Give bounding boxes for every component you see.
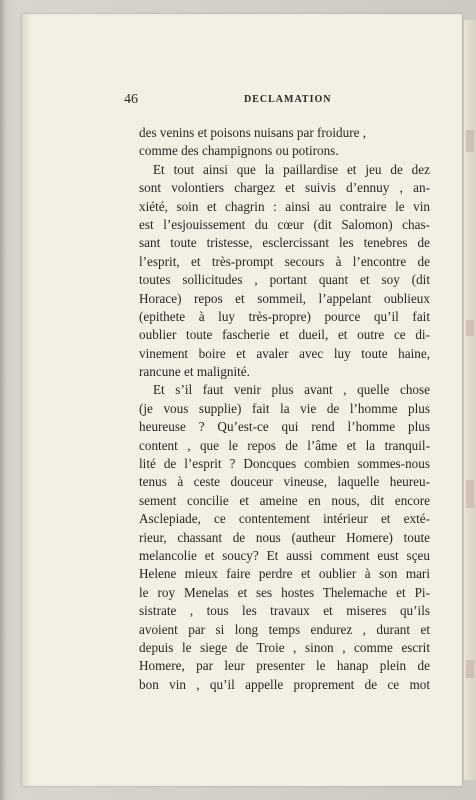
text-line: sement concilie et ameine en nous, dit encore [139,492,430,508]
text-line: Et tout ainsi que la paillardise et jeu de dez [153,161,430,177]
text-line: est l’esjouissement du cœur (dit Salomon) chas- [139,216,430,232]
text-line: Helene mieux faire perdre et oublier à son mari [139,566,430,582]
page-stain [466,130,474,152]
text-line: heureuse ? Qu’est-ce qui rend l’homme plus [139,419,430,435]
text-line: lité de l’esprit ? Doncques combien sommes-nous [139,456,430,472]
body-text [139,124,430,694]
text-line: Horace) repos et sommeil, l’appelant oublieux [139,290,430,306]
page-stain [466,480,474,508]
text-line: rancune et malignité. [139,364,250,380]
text-line: comme des champignons ou potirons. [139,143,339,159]
page-header [124,92,442,112]
text-line: oublier toute fascherie et dueil, et outre ce di- [139,327,430,343]
text-line: sont volontiers chargez et suivis d’ennuy , an- [139,180,430,196]
text-line: le roy Menelas et ses hostes Thelemache et Pi- [139,584,430,600]
text-line: content , que le repos de l’âme et la tranquil- [139,437,430,453]
page-stain [466,660,474,678]
text-line: l’esprit, et très-prompt secours à l’encontre de [139,253,430,269]
page-stain [466,320,474,336]
text-line: sistrate , tous les travaux et miseres qu’ils [139,603,430,619]
text-line: rieur, chassant de nous (autheur Homere) toute [139,529,430,545]
text-line: sant toute tristesse, esclercissant les tenebres de [139,235,430,251]
text-line: Homere, par leur presenter le hanap plein de [139,658,430,674]
text-line: melancolie et soucy? Et aussi comment eust sçeu [139,547,430,563]
text-line: bon vin , qu’il appelle proprement de ce mot [139,676,430,692]
text-line: tenus à ceste douceur vineuse, laquelle heureu- [139,474,430,490]
text-line: toutes sollicitudes , portant quant et soy (dit [139,272,430,288]
adjacent-page-edge [464,20,476,780]
text-line: (epithete à luy très-propre) pource qu’il fait [139,308,430,324]
text-line: des venins et poisons nuisans par froidure , [139,125,367,140]
running-head: DECLAMATION [244,94,332,105]
text-line: (je vous supplie) fait la vie de l’homme plus [139,400,430,416]
text-line: Et s’il faut venir plus avant , quelle chose [153,382,430,398]
text-line: xiété, soin et chagrin : ainsi au contraire le vin [139,198,430,214]
page-number: 46 [124,92,138,107]
text-line: depuis le siege de Troie , sinon , comme escrit [139,639,430,655]
text-line: avoient par si long temps endurez , durant et [139,621,430,637]
text-line: vinement boire et avaler avec luy toute haine, [139,345,430,361]
text-line: Asclepiade, ce contentement intérieur et exté- [139,511,430,527]
